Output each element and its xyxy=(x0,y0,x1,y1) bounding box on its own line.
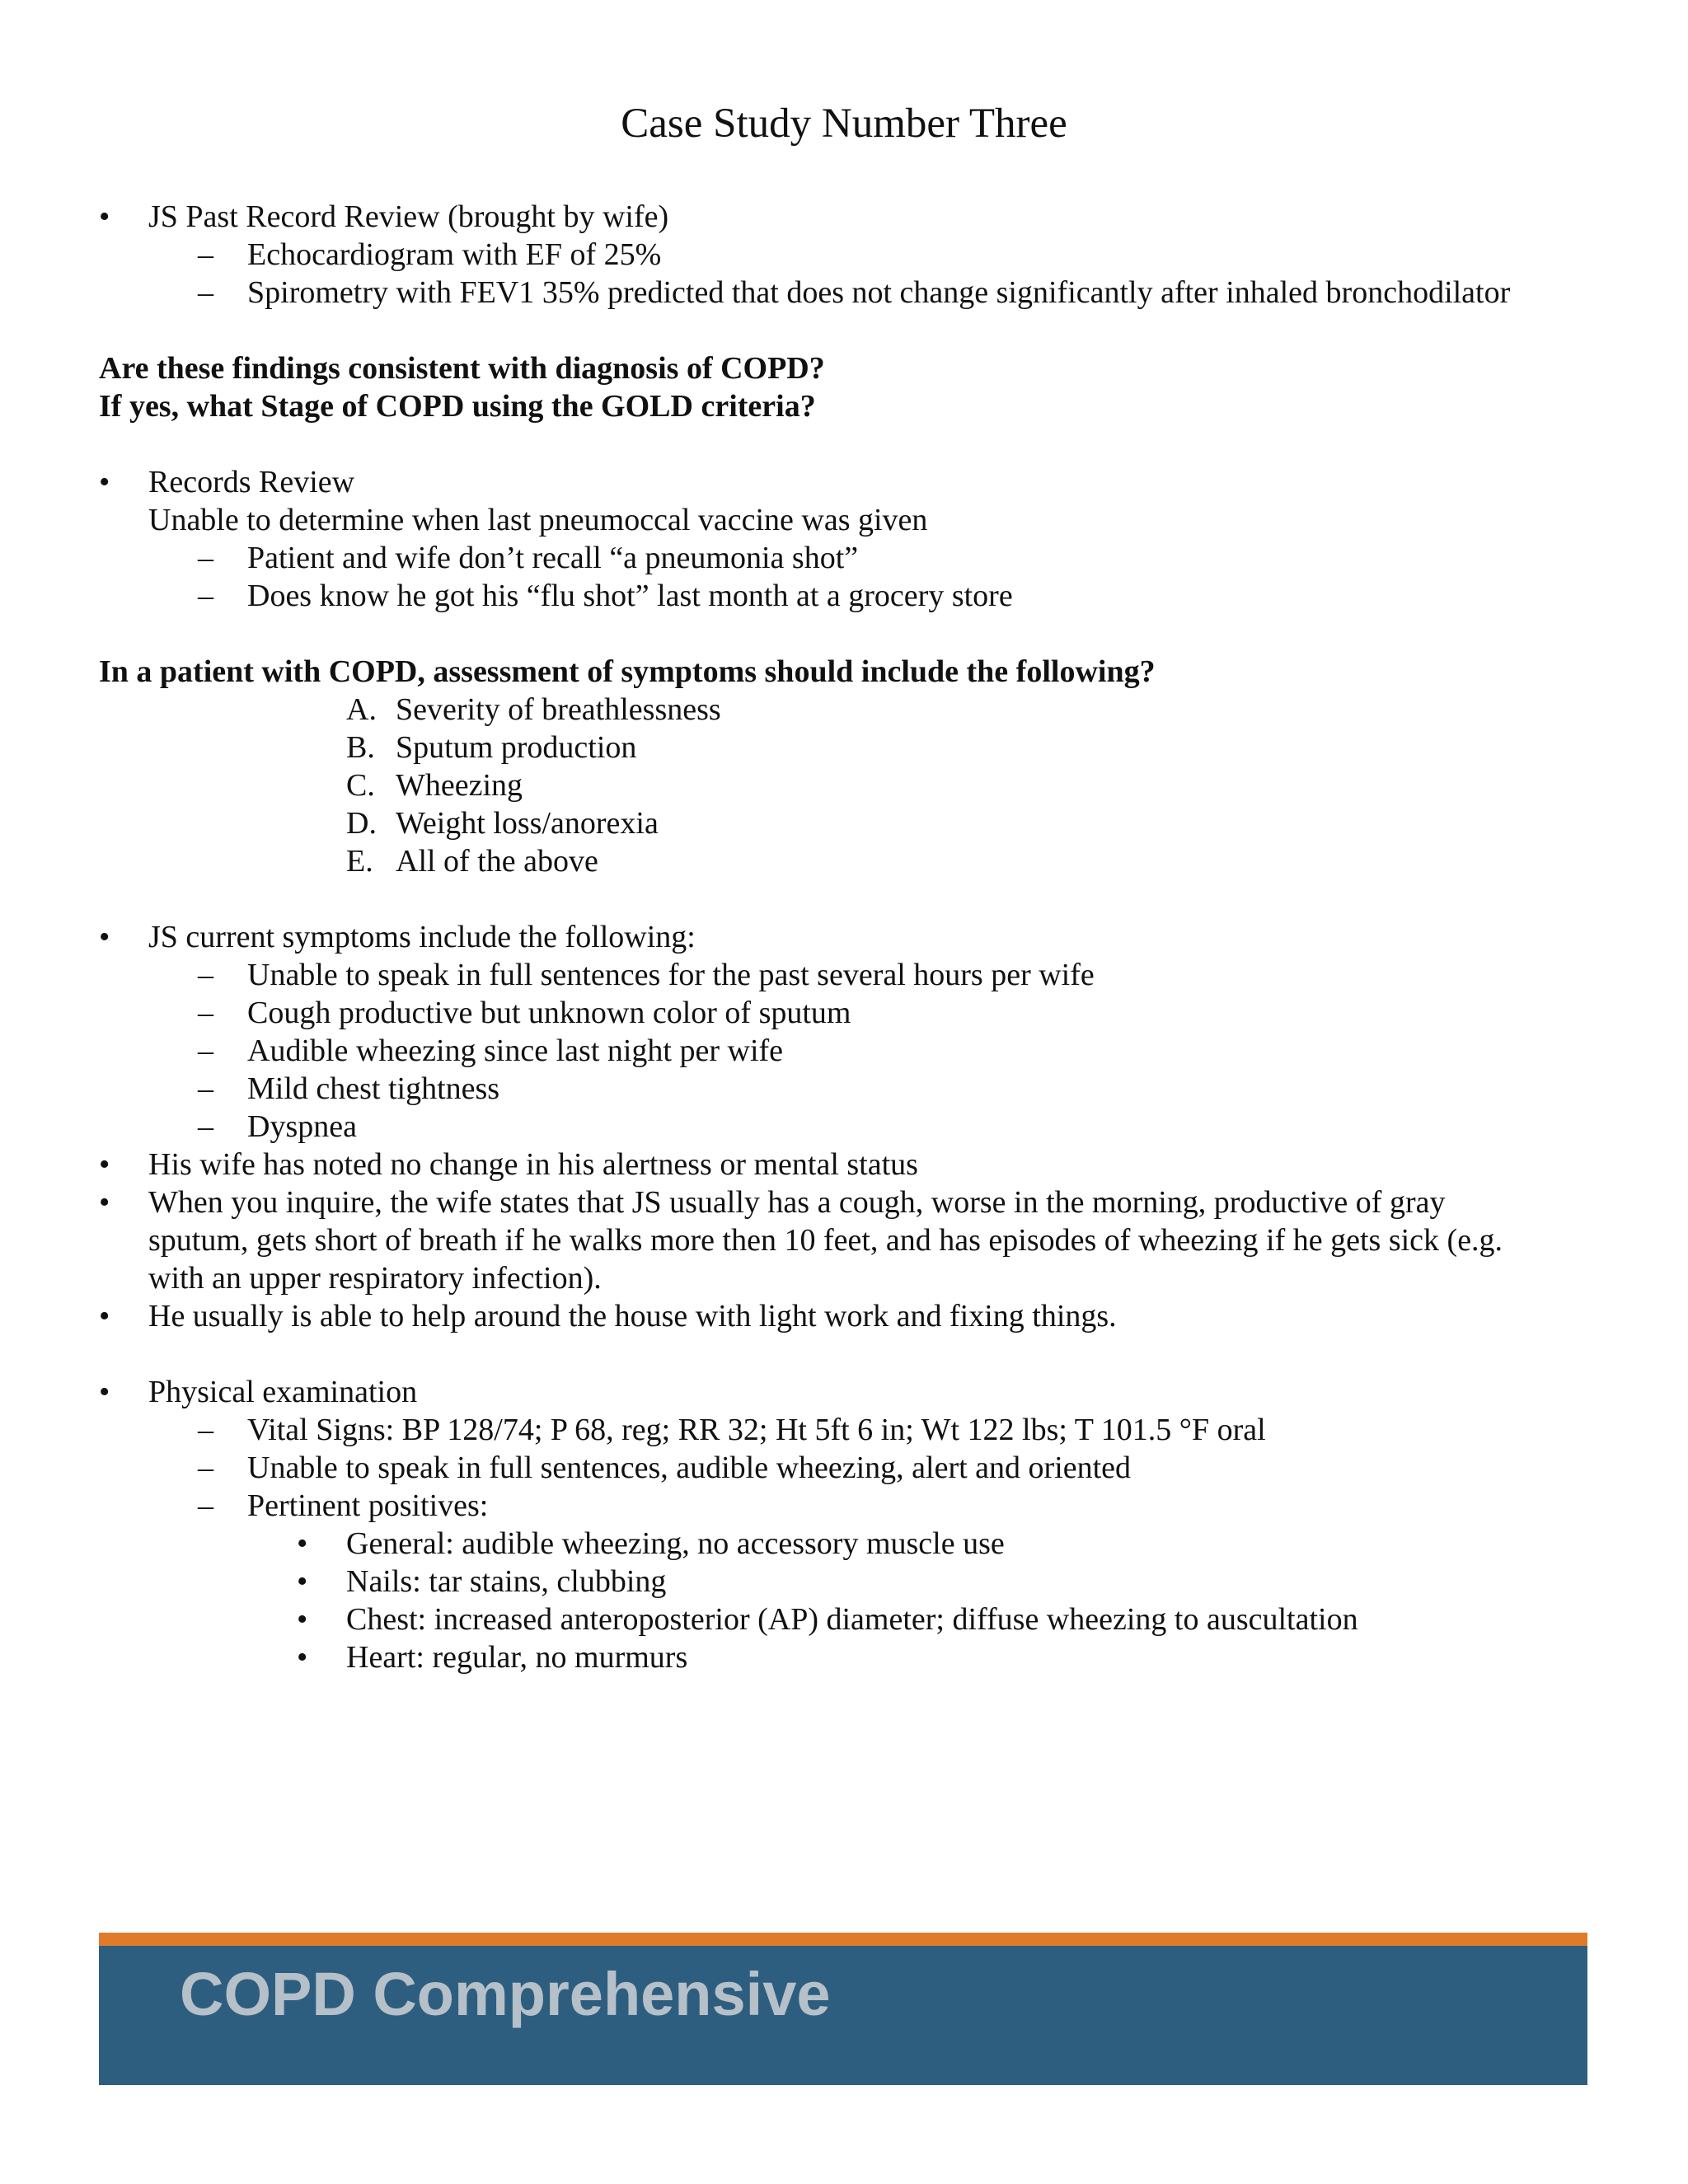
current-symptoms-heading: JS current symptoms include the following: xyxy=(148,920,696,954)
banner-orange-stripe xyxy=(99,1933,1587,1946)
past-record-item: Echocardiogram with EF of 25% xyxy=(247,237,662,272)
activity-note: He usually is able to help around the house with light work and fixing things. xyxy=(148,1299,1117,1333)
positive-finding: Heart: regular, no murmurs xyxy=(346,1640,688,1675)
bullet-marker: • xyxy=(99,1147,110,1182)
physical-exam-heading: Physical examination xyxy=(148,1375,418,1409)
positive-finding: Chest: increased anteroposterior (AP) diameter; diffuse wheezing to auscultation xyxy=(346,1602,1358,1637)
bullet-marker: • xyxy=(99,1375,110,1409)
dash-marker: – xyxy=(198,1109,213,1144)
option-text: All of the above xyxy=(396,844,598,879)
option-text: Severity of breathlessness xyxy=(396,692,721,727)
bullet-marker: • xyxy=(297,1602,308,1637)
option-letter: C. xyxy=(346,768,375,803)
bullet-marker: • xyxy=(297,1564,308,1599)
option-letter: B. xyxy=(346,730,375,765)
alertness-note: His wife has noted no change in his alertness or mental status xyxy=(148,1147,918,1182)
banner-logo-text: COPD Comprehensive xyxy=(180,1960,831,2028)
question-symptom-assessment: In a patient with COPD, assessment of symptoms should include the following? xyxy=(99,654,1156,689)
exam-item: Vital Signs: BP 128/74; P 68, reg; RR 32; Ht 5ft 6 in; Wt 122 lbs; T 101.5 °F oral xyxy=(247,1413,1266,1447)
dash-marker: – xyxy=(198,1033,213,1068)
dash-marker: – xyxy=(198,996,213,1030)
question-gold-stage: If yes, what Stage of COPD using the GOLD criteria? xyxy=(99,389,816,424)
option-letter: A. xyxy=(346,692,377,727)
footer-banner xyxy=(99,1933,1587,2085)
exam-item: Pertinent positives: xyxy=(247,1488,489,1523)
option-text: Weight loss/anorexia xyxy=(396,806,659,841)
usual-symptoms-line: sputum, gets short of breath if he walks more then 10 feet, and has episodes of wheezing if he gets sick (e.g. xyxy=(148,1223,1503,1258)
dash-marker: – xyxy=(198,1451,213,1485)
dash-marker: – xyxy=(198,275,213,310)
exam-item: Unable to speak in full sentences, audible wheezing, alert and oriented xyxy=(247,1451,1132,1485)
symptom-item: Dyspnea xyxy=(247,1109,357,1144)
bullet-marker: • xyxy=(99,1185,110,1220)
option-letter: D. xyxy=(346,806,377,841)
bullet-marker: • xyxy=(297,1640,308,1675)
symptom-item: Cough productive but unknown color of sputum xyxy=(247,996,851,1030)
past-record-item: Spirometry with FEV1 35% predicted that does not change significantly after inhaled bronchodilator xyxy=(247,275,1511,310)
option-letter: E. xyxy=(346,844,373,879)
dash-marker: – xyxy=(198,958,213,992)
dash-marker: – xyxy=(198,237,213,272)
dash-marker: – xyxy=(198,541,213,575)
records-review-item: Does know he got his “flu shot” last month at a grocery store xyxy=(247,579,1013,613)
positive-finding: Nails: tar stains, clubbing xyxy=(346,1564,667,1599)
option-text: Wheezing xyxy=(396,768,523,803)
symptom-item: Mild chest tightness xyxy=(247,1071,500,1106)
bullet-marker: • xyxy=(99,1299,110,1333)
records-review-heading: Records Review xyxy=(148,465,355,499)
positive-finding: General: audible wheezing, no accessory muscle use xyxy=(346,1526,1005,1561)
symptom-item: Unable to speak in full sentences for the past several hours per wife xyxy=(247,958,1095,992)
dash-marker: – xyxy=(198,1413,213,1447)
usual-symptoms-line: When you inquire, the wife states that JS usually has a cough, worse in the morning, productive of gray xyxy=(148,1185,1446,1220)
page-title: Case Study Number Three xyxy=(621,101,1067,147)
bullet-marker: • xyxy=(99,920,110,954)
bullet-marker: • xyxy=(297,1526,308,1561)
bullet-marker: • xyxy=(99,199,110,234)
past-record-heading: JS Past Record Review (brought by wife) xyxy=(148,199,669,234)
bullet-marker: • xyxy=(99,465,110,499)
question-copd-diagnosis: Are these findings consistent with diagnosis of COPD? xyxy=(99,351,825,386)
records-review-subline: Unable to determine when last pneumoccal vaccine was given xyxy=(148,503,928,537)
dash-marker: – xyxy=(198,579,213,613)
dash-marker: – xyxy=(198,1488,213,1523)
records-review-item: Patient and wife don’t recall “a pneumonia shot” xyxy=(247,541,859,575)
usual-symptoms-line: with an upper respiratory infection). xyxy=(148,1261,602,1296)
option-text: Sputum production xyxy=(396,730,637,765)
symptom-item: Audible wheezing since last night per wife xyxy=(247,1033,784,1068)
dash-marker: – xyxy=(198,1071,213,1106)
